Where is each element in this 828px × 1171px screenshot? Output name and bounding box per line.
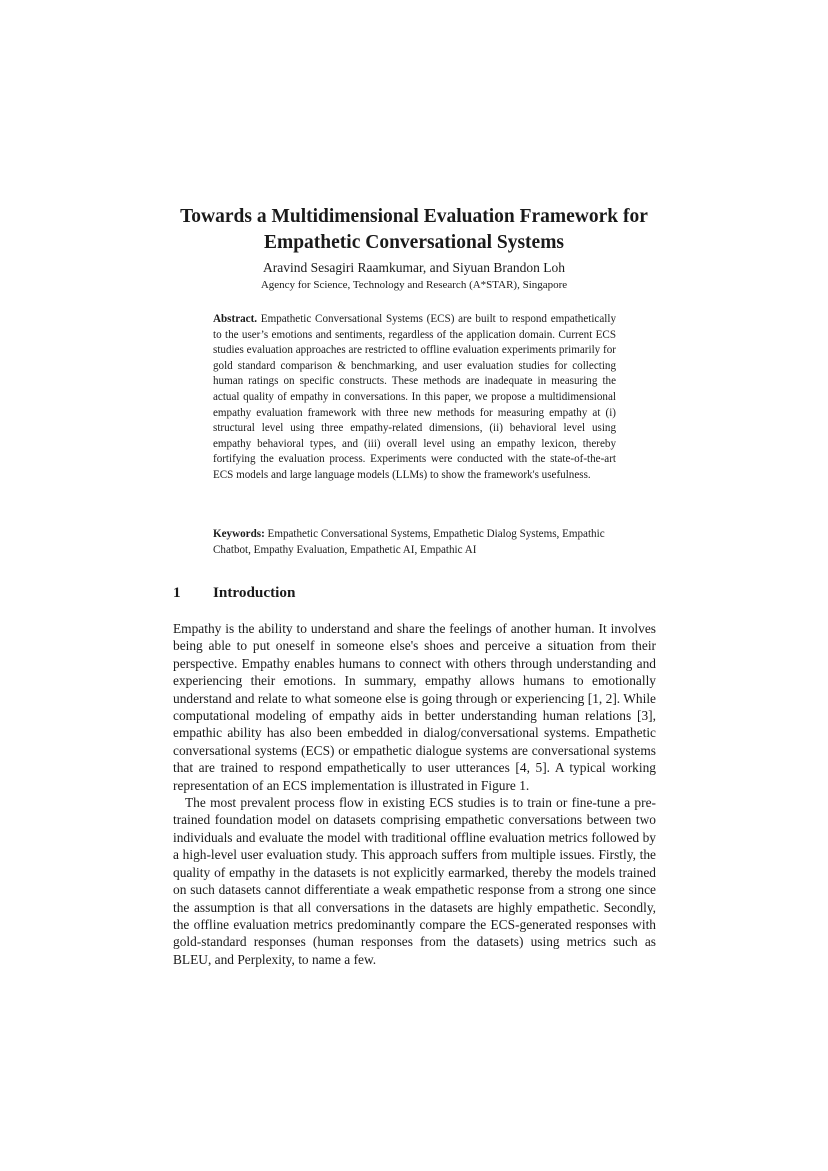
keywords-label: Keywords: [213, 528, 265, 540]
title-line-2: Empathetic Conversational Systems [263, 232, 565, 253]
section-number: 1 [173, 584, 181, 601]
abstract-label: Abstract. [213, 313, 258, 325]
abstract [213, 312, 616, 484]
section-heading-introduction [173, 583, 656, 603]
keywords-text: Empathetic Conversational Systems, Empathetic Dialog Systems, Empathic Chatbot, Empathy Evaluation, Empathetic AI, Empathic AI [213, 528, 605, 556]
paragraph-1: Empathy is the ability to understand and share the feelings of another human. It involves being able to put oneself in someone else's shoes and perceive a situation from their perspective. Empathy enables humans to connect with others through understanding and experiencing their emotions. In summary, empathy allows humans to emotionally understand and relate to what someone else is going through or experiencing [1, 2]. While computational modeling of empathy aids in better understanding human relations [3], empathic ability has also been embedded in dialog/conversational systems. Empathetic conversational systems (ECS) or empathetic dialogue systems are conversational systems that are trained to respond empathetically to user utterances [4, 5]. A typical working representation of an ECS implementation is illustrated in Figure 1. [173, 621, 656, 793]
paper-title [100, 204, 728, 256]
authors: Aravind Sesagiri Raamkumar, and Siyuan Brandon Loh [262, 260, 566, 275]
abstract-text: Empathetic Conversational Systems (ECS) are built to respond empathetically to the user’s emotions and sentiments, regardless of the application domain. Current ECS studies evaluation approaches are restricted to offline evaluation experiments primarily for gold standard comparison & benchmarking, and user evaluation studies for collecting human ratings on specific constructs. These methods are inadequate in measuring the actual quality of empathy in conversations. In this paper, we propose a multidimensional empathy evaluation framework with three new methods for measuring empathy at (i) structural level using three empathy-related dimensions, (ii) behavioral level using empathy behavioral types, and (iii) overall level using an empathy lexicon, thereby fortifying the evaluation process. Experiments were conducted with the state-of-the-art ECS models and large language models (LLMs) to show the framework's usefulness. [213, 313, 616, 481]
keywords [213, 527, 616, 558]
title-line-1: Towards a Multidimensional Evaluation Framework for [180, 206, 648, 227]
paragraph-2: The most prevalent process flow in existing ECS studies is to train or fine-tune a pre-trained foundation model on datasets comprising empathetic conversations between two individuals and evaluate the model with traditional offline evaluation metrics followed by a high-level user evaluation study. This approach suffers from multiple issues. Firstly, the quality of empathy in the datasets is not explicitly earmarked, thereby the models trained on such datasets cannot differentiate a weak empathetic response from a strong one since the assumption is that all conversations in the datasets are highly empathetic. Secondly, the offline evaluation metrics predominantly compare the ECS-generated responses with gold-standard responses (human responses from the datasets) using metrics such as BLEU, and Perplexity, to name a few. [173, 795, 656, 967]
affiliation: Agency for Science, Technology and Research (A*STAR), Singapore [260, 279, 568, 291]
introduction-body [173, 620, 656, 968]
section-title: Introduction [213, 584, 296, 601]
